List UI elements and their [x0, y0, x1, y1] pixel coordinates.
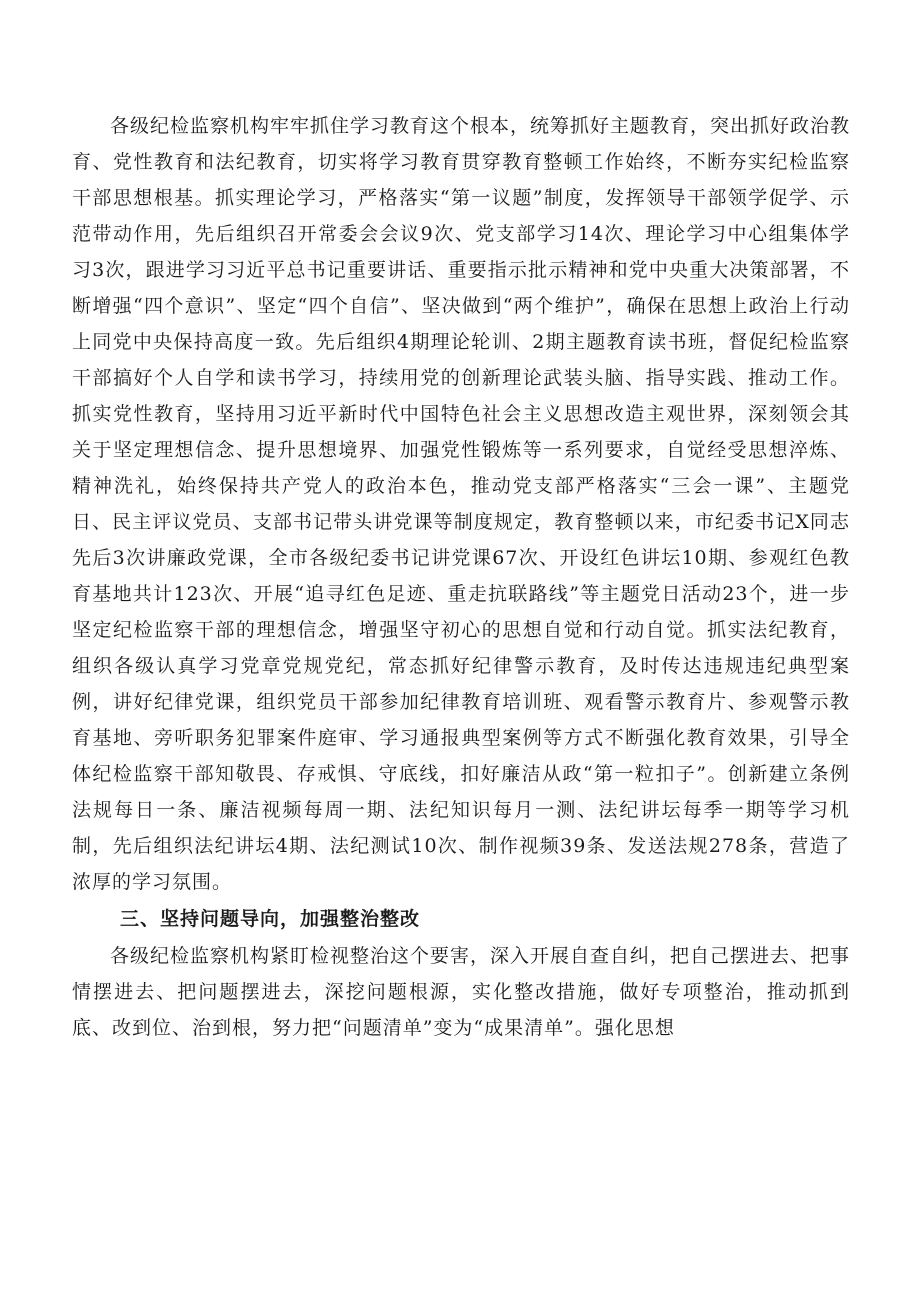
document-body [72, 108, 850, 1046]
body-paragraph: 各级纪检监察机构紧盯检视整治这个要害，深入开展自查自纠，把自己摆进去、把事情摆进去、把问题摆进去，深挖问题根源，实化整改措施，做好专项整治，推动抓到底、改到位、治到根，努力把“问题清单”变为“成果清单”。强化思想 [72, 945, 851, 1039]
section-heading: 三、坚持问题导向，加强整治整改 [120, 908, 421, 930]
body-paragraph: 各级纪检监察机构牢牢抓住学习教育这个根本，统筹抓好主题教育，突出抓好政治教育、党性教育和法纪教育，切实将学习教育贯穿教育整顿工作始终，不断夯实纪检监察干部思想根基。抓实理论学习，严格落实“第一议题”制度，发挥领导干部领学促学、示范带动作用，先后组织召开常委会会议9次、党支部学习14次、理论学习中心组集体学习3次，跟进学习习近平总书记重要讲话、重要指示批示精神和党中央重大决策部署，不断增强“四个意识”、坚定“四个自信”、坚决做到“两个维护”，确保在思想上政治上行动上同党中央保持高度一致。先后组织4期理论轮训、2期主题教育读书班，督促纪检监察干部搞好个人自学和读书学习，持续用党的创新理论武装头脑、指导实践、推动工作。抓实党性教育，坚持用习近平新时代中国特色社会主义思想改造主观世界，深刻领会其关于坚定理想信念、提升思想境界、加强党性锻炼等一系列要求，自觉经受思想淬炼、精神洗礼，始终保持共产党人的政治本色，推动党支部严格落实“三会一课”、主题党日、民主评议党员、支部书记带头讲党课等制度规定，教育整顿以来，市纪委书记X同志先后3次讲廉政党课，全市各级纪委书记讲党课67次、开设红色讲坛10期、参观红色教育基地共计123次、开展“追寻红色足迹、重走抗联路线”等主题党日活动23个，进一步坚定纪检监察干部的理想信念，增强坚守初心的思想自觉和行动自觉。抓实法纪教育，组织各级认真学习党章党规党纪，常态抓好纪律警示教育，及时传达违规违纪典型案例，讲好纪律党课，组织党员干部参加纪律教育培训班、观看警示教育片、参观警示教育基地、旁听职务犯罪案件庭审、学习通报典型案例等方式不断强化教育效果，引导全体纪检监察干部知敬畏、存戒惧、守底线，扣好廉洁从政“第一粒扣子”。创新建立条例法规每日一条、廉洁视频每周一期、法纪知识每月一测、法纪讲坛每季一期等学习机制，先后组织法纪讲坛4期、法纪测试10次、制作视频39条、发送法规278条，营造了浓厚的学习氛围。 [72, 115, 851, 893]
